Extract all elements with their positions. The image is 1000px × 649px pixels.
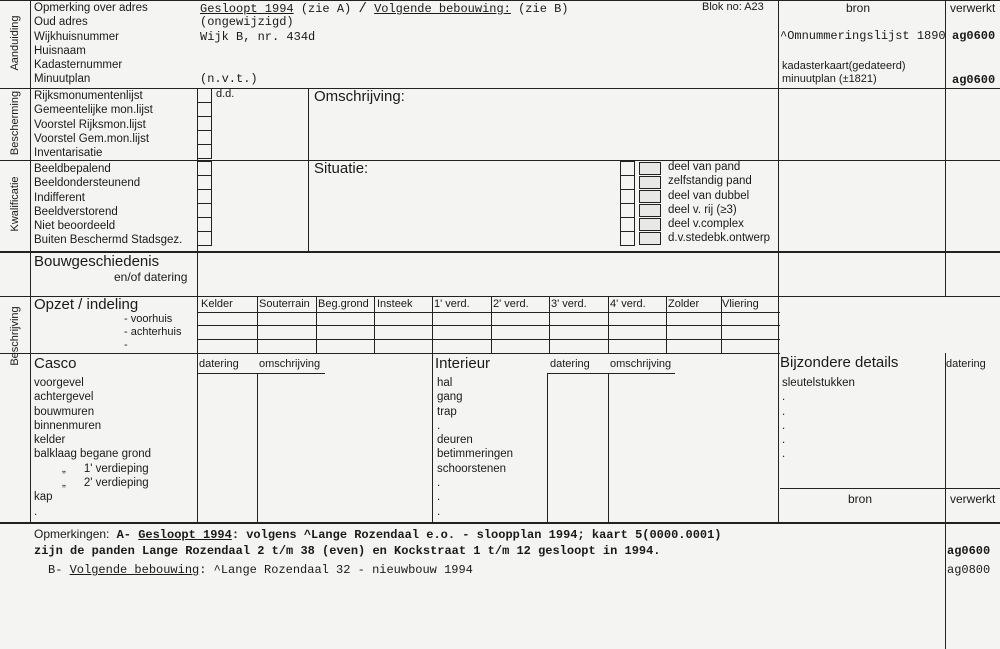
- label-voorstel-gemmon: Voorstel Gem.mon.lijst: [34, 132, 150, 145]
- opm-a-prefix: A-: [116, 528, 131, 542]
- house-standalone-icon: [639, 176, 661, 189]
- floor-beg-grond: Beg.grond: [318, 298, 369, 310]
- ditto-mark-2: „: [62, 477, 66, 490]
- checkbox-inventarisatie[interactable]: [197, 144, 212, 159]
- bijz-blank-2: .: [782, 405, 786, 418]
- urban-design-icon: [639, 232, 661, 245]
- opzet-row-2: [197, 325, 780, 326]
- opm-verwerkt-2: ag0800: [947, 563, 991, 577]
- blok-number: Blok no: A23: [702, 1, 764, 13]
- label-bijzondere-details: Bijzondere details: [780, 354, 899, 371]
- verwerkt-2: ag0600: [952, 73, 996, 87]
- checkbox-stedebk-ontwerp[interactable]: [620, 231, 635, 246]
- interieur-blank-2: .: [437, 477, 441, 490]
- typed-gesloopt: Gesloopt 1994: [200, 2, 294, 16]
- typed-wijkhuisnummer: Wijk B, nr. 434d: [200, 30, 316, 44]
- interieur-gang: gang: [437, 391, 463, 404]
- label-dd: d.d.: [216, 88, 235, 100]
- checkbox-deel-v-rij[interactable]: [620, 203, 635, 218]
- section-beschrijving: Beschrijving: [9, 306, 21, 366]
- col-floor-1: [257, 296, 258, 353]
- opm-b-prefix: B-: [48, 563, 63, 577]
- casco-datering: datering: [199, 358, 239, 370]
- section-aanduiding: Aanduiding: [9, 15, 21, 71]
- checkbox-gemeentelijk[interactable]: [197, 102, 212, 117]
- label-minuutplan: Minuutplan: [34, 73, 91, 86]
- interieur-items: [437, 376, 513, 519]
- col-bron: [778, 0, 779, 522]
- casco-1-verdieping-row: [34, 462, 151, 476]
- opmerkingen-line-3: [48, 563, 473, 577]
- bijz-blank-4: .: [782, 434, 786, 447]
- checkbox-beeldondersteunend[interactable]: [197, 175, 212, 190]
- typed-zie-b: (zie B): [518, 2, 569, 16]
- option-deel-v-rij: deel v. rij (≥3): [668, 203, 737, 216]
- label-opmerking-adres: Opmerking over adres: [34, 2, 148, 14]
- divider-opmerkingen: [0, 522, 1000, 524]
- checkbox-deel-van-dubbel[interactable]: [620, 189, 635, 204]
- opm-verwerkt-1: ag0600: [947, 544, 991, 558]
- col-floor-2: [316, 296, 317, 353]
- opzet-row-1: [197, 312, 780, 313]
- casco-sub-line: [197, 373, 325, 374]
- col-omschrijving: [308, 88, 309, 252]
- interieur-schoorstenen: schoorstenen: [437, 462, 507, 475]
- house-row-icon: [639, 204, 661, 217]
- opmerkingen-line-2: zijn de panden Lange Rozendaal 2 t/m 38 (even) en Kockstraat 1 t/m 12 gesloopt in 1994.: [34, 544, 661, 558]
- divider-bouwgeschiedenis: [0, 296, 1000, 297]
- label-voorstel-rijksmon: Voorstel Rijksmon.lijst: [34, 118, 146, 131]
- verwerkt-1: ag0600: [952, 29, 996, 43]
- interieur-blank-3: .: [437, 491, 441, 504]
- col-verwerkt-opm: [945, 522, 946, 649]
- col-floor-3: [374, 296, 375, 353]
- house-complex-icon: [639, 218, 661, 231]
- opmerkingen-line-1: [34, 527, 722, 542]
- interieur-sub-line: [547, 373, 675, 374]
- row-voorhuis: - voorhuis: [124, 313, 173, 325]
- casco-kap: kap: [34, 491, 53, 504]
- option-deel-v-complex: deel v.complex: [668, 218, 744, 231]
- section-kwalificatie: Kwalificatie: [9, 176, 21, 232]
- label-beeldverstorend: Beeldverstorend: [34, 205, 118, 218]
- ditto-mark-1: „: [62, 462, 66, 475]
- label-wijkhuisnummer: Wijkhuisnummer: [34, 30, 119, 43]
- checkbox-niet-beoordeeld[interactable]: [197, 217, 212, 232]
- interieur-blank-4: .: [437, 505, 441, 518]
- checkbox-voorstel-gem[interactable]: [197, 130, 212, 145]
- label-indifferent: Indifferent: [34, 191, 85, 204]
- checkbox-buiten-beschermd[interactable]: [197, 231, 212, 246]
- opm-volgende-bebouwing: Volgende bebouwing: [69, 563, 200, 577]
- casco-binnenmuren: binnenmuren: [34, 419, 102, 432]
- floor-kelder: Kelder: [201, 298, 233, 310]
- bescherming-labels: [34, 89, 153, 160]
- label-beeldbepalend: Beeldbepalend: [34, 163, 111, 175]
- casco-omschrijving: omschrijving: [259, 358, 321, 370]
- opzet-row-3: [197, 339, 780, 340]
- label-situatie: Situatie:: [314, 160, 369, 177]
- label-interieur: Interieur: [435, 355, 491, 372]
- typed-volgende-bebouwing: Volgende bebouwing:: [374, 2, 511, 16]
- bijzondere-datering: datering: [946, 358, 986, 370]
- bijzondere-items: [782, 376, 855, 462]
- bijz-sleutelstukken: sleutelstukken: [782, 377, 855, 389]
- casco-achtergevel: achtergevel: [34, 391, 94, 404]
- checkbox-indifferent[interactable]: [197, 189, 212, 204]
- interieur-trap: trap: [437, 405, 457, 418]
- opm-line-3-text: : ^Lange Rozendaal 32 - nieuwbouw 1994: [199, 563, 473, 577]
- col-floor-5: [491, 296, 492, 353]
- option-stedebk-ontwerp: d.v.stedebk.ontwerp: [668, 232, 771, 245]
- section-bescherming: Bescherming: [9, 90, 21, 156]
- interieur-omschrijving: omschrijving: [610, 358, 672, 370]
- col-interieur: [432, 353, 433, 522]
- floor-souterrain: Souterrain: [259, 298, 310, 310]
- label-beeldondersteunend: Beeldondersteunend: [34, 177, 141, 190]
- col-floor-6: [549, 296, 550, 353]
- floor-vliering: Vliering: [722, 298, 759, 310]
- typed-minuutplan: (n.v.t.): [200, 72, 258, 86]
- typed-oud-adres: (ongewijzigd): [200, 15, 294, 29]
- label-rijksmonumentenlijst: Rijksmonumentenlijst: [34, 90, 143, 102]
- casco-items: [34, 376, 151, 519]
- house-part-icon: [639, 162, 661, 175]
- row-blank: -: [124, 339, 128, 351]
- casco-2-verdieping: 2' verdieping: [83, 477, 149, 490]
- floor-1-verd: 1' verd.: [434, 298, 470, 310]
- bijz-blank-1: .: [782, 391, 786, 404]
- label-casco: Casco: [34, 355, 77, 372]
- bron-kadasterkaart: kadasterkaart(gedateerd): [782, 60, 906, 72]
- casco-voorgevel: voorgevel: [34, 377, 84, 389]
- option-deel-van-pand: deel van pand: [668, 161, 741, 173]
- label-bouwgeschiedenis: Bouwgeschiedenis: [34, 253, 160, 270]
- label-inventarisatie: Inventarisatie: [34, 147, 103, 160]
- label-niet-beoordeeld: Niet beoordeeld: [34, 220, 116, 233]
- label-kadasternummer: Kadasternummer: [34, 59, 123, 72]
- floor-4-verd: 4' verd.: [610, 298, 646, 310]
- checkbox-rijksmonument[interactable]: [197, 88, 212, 103]
- typed-separator: /: [358, 1, 367, 17]
- casco-2-verdieping-row: [34, 476, 151, 490]
- bron-bottom-line: [780, 488, 1000, 489]
- checkbox-voorstel-rijks[interactable]: [197, 116, 212, 131]
- col-floor-7: [608, 296, 609, 353]
- opm-line-1-text: : volgens ^Lange Rozendaal e.o. - sloopplan 1994; kaart 5(0000.0001): [231, 528, 722, 542]
- casco-1-verdieping: 1' verdieping: [83, 462, 149, 475]
- option-deel-van-dubbel: deel van dubbel: [668, 189, 750, 202]
- bijz-blank-3: .: [782, 419, 786, 432]
- aanduiding-labels: [34, 1, 148, 87]
- house-double-icon: [639, 190, 661, 203]
- row-achterhuis: - achterhuis: [124, 326, 182, 338]
- floor-2-verd: 2' verd.: [493, 298, 529, 310]
- label-gemeentelijke-mon: Gemeentelijke mon.lijst: [34, 104, 153, 117]
- col-floor-8: [666, 296, 667, 353]
- casco-bouwmuren: bouwmuren: [34, 405, 95, 418]
- bottom-verwerkt: verwerkt: [950, 492, 996, 506]
- option-zelfstandig-pand: zelfstandig pand: [668, 175, 752, 188]
- col-casco-datering: [257, 373, 258, 522]
- col-verwerkt-bottom: [945, 353, 946, 522]
- interieur-datering: datering: [550, 358, 590, 370]
- casco-balklaag: balklaag begane grond: [34, 448, 152, 461]
- checkbox-deel-van-pand[interactable]: [620, 161, 635, 176]
- section-label-column: [30, 0, 31, 522]
- casco-blank: .: [34, 505, 38, 518]
- opm-gesloopt: Gesloopt 1994: [138, 528, 232, 542]
- label-buiten-beschermd: Buiten Beschermd Stadsgez.: [34, 234, 183, 247]
- col-interieur-datering-r: [608, 373, 609, 522]
- col-left-main: [197, 252, 198, 522]
- floor-zolder: Zolder: [668, 298, 700, 310]
- header-bron: bron: [846, 1, 871, 15]
- label-omschrijving: Omschrijving:: [314, 88, 405, 105]
- header-verwerkt: verwerkt: [950, 1, 996, 15]
- interieur-hal: hal: [437, 377, 453, 389]
- checkbox-beeldverstorend[interactable]: [197, 203, 212, 218]
- interieur-betimmeringen: betimmeringen: [437, 448, 514, 461]
- kwalificatie-labels: [34, 162, 182, 248]
- bron-omnummeringslijst: ^Omnummeringslijst 1890: [780, 29, 946, 43]
- bron-minuutplan: minuutplan (±1821): [782, 73, 877, 85]
- bottom-bron: bron: [848, 492, 873, 506]
- floor-insteek: Insteek: [377, 298, 413, 310]
- checkbox-deel-v-complex[interactable]: [620, 217, 635, 232]
- label-opzet-indeling: Opzet / indeling: [34, 296, 139, 313]
- floor-3-verd: 3' verd.: [551, 298, 587, 310]
- label-opmerkingen: Opmerkingen:: [34, 527, 110, 541]
- casco-kelder: kelder: [34, 434, 66, 447]
- label-en-of-datering: en/of datering: [114, 270, 188, 284]
- situatie-options: [668, 160, 770, 246]
- divider-opzet: [0, 353, 780, 354]
- col-floor-4: [432, 296, 433, 353]
- checkbox-beeldbepalend[interactable]: [197, 161, 212, 176]
- label-oud-adres: Oud adres: [34, 16, 88, 29]
- checkbox-zelfstandig-pand[interactable]: [620, 175, 635, 190]
- col-interieur-datering-l: [547, 373, 548, 522]
- bijz-blank-5: .: [782, 448, 786, 461]
- typed-zie-a: (zie A): [300, 2, 352, 16]
- label-huisnaam: Huisnaam: [34, 44, 86, 57]
- interieur-deuren: deuren: [437, 434, 473, 447]
- col-verwerkt-top: [945, 0, 946, 296]
- interieur-blank-1: .: [437, 419, 441, 432]
